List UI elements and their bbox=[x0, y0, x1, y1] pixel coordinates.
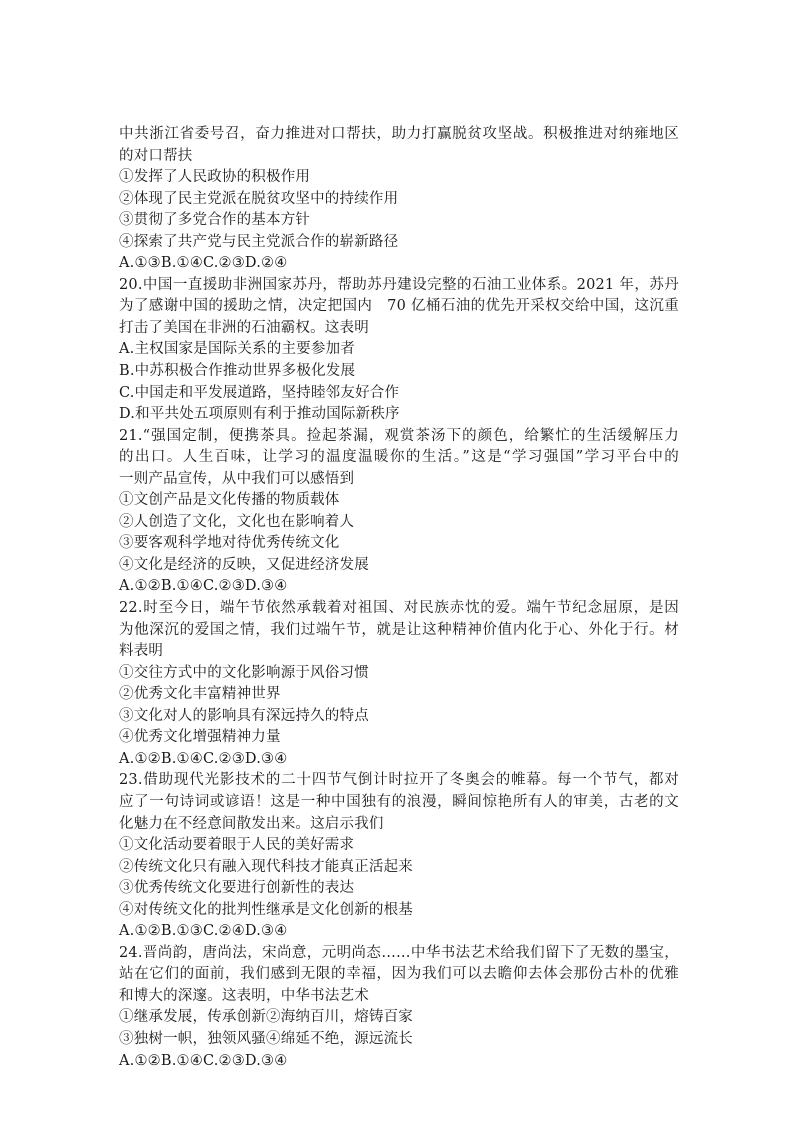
question-19-continued bbox=[119, 124, 679, 275]
option-line: ②传统文化只有融入现代科技才能真正活起来 bbox=[119, 858, 413, 875]
question-stem-line: 的对口帮扶 bbox=[119, 147, 193, 164]
option-line: ①继承发展，传承创新②海纳百川，熔铸百家 bbox=[119, 1009, 413, 1026]
question-stem-line: 的出口。人生百味，让学习的温度温暖你的生活。”这是“学习强国”学习平台中的 bbox=[119, 449, 679, 466]
option-line: ④优秀文化增强精神力量 bbox=[119, 729, 281, 746]
answer-choices: A.①②B.①④C.②③D.③④ bbox=[119, 1052, 288, 1069]
option-line: ①交往方式中的文化影响源于风俗习惯 bbox=[119, 664, 369, 681]
answer-choices: A.①②B.①③C.②④D.③④ bbox=[119, 923, 288, 940]
question-21 bbox=[119, 426, 679, 598]
question-stem-line: 化魅力在不经意间散发出来。这启示我们 bbox=[119, 815, 384, 832]
answer-choices: A.①②B.①④C.②③D.③④ bbox=[119, 750, 288, 767]
question-stem-line: 23.借助现代光影技术的二十四节气倒计时拉开了冬奥会的帷幕。每一个节气，都对 bbox=[119, 772, 679, 789]
question-stem-line: 打击了美国在非洲的石油霸权。这表明 bbox=[119, 319, 369, 336]
option-line: ①发挥了人民政协的积极作用 bbox=[119, 169, 311, 186]
question-stem-line: 24.晋尚韵，唐尚法，宋尚意，元明尚态……中华书法艺术给我们留下了无数的墨宝， bbox=[119, 944, 679, 961]
question-24 bbox=[119, 943, 679, 1072]
question-stem-line: 为了感谢中国的援助之情，决定把国内 70 亿桶石油的优先开采权交给中国，这沉重 bbox=[119, 298, 679, 315]
option-line: ③贯彻了多党合作的基本方针 bbox=[119, 212, 311, 229]
question-stem-line: 20.中国一直援助非洲国家苏丹，帮助苏丹建设完整的石油工业体系。2021 年，苏丹 bbox=[119, 276, 679, 293]
answer-choices: A.①②B.①④C.②③D.③④ bbox=[119, 578, 288, 595]
question-stem-line: 22.时至今日，端午节依然承载着对祖国、对民族赤忱的爱。端午节纪念屈原，是因 bbox=[119, 600, 679, 617]
option-line: ②体现了民主党派在脱贫攻坚中的持续作用 bbox=[119, 190, 399, 207]
option-line: ②优秀文化丰富精神世界 bbox=[119, 686, 281, 703]
option-line: B.中苏积极合作推动世界多极化发展 bbox=[119, 363, 356, 380]
option-line: ①文化活动要着眼于人民的美好需求 bbox=[119, 837, 355, 854]
option-line: ④文化是经济的反映，又促进经济发展 bbox=[119, 556, 369, 573]
document-page bbox=[119, 124, 679, 1072]
question-stem-line: 和博大的深邃。这表明，中华书法艺术 bbox=[119, 987, 369, 1004]
option-line: ④对传统文化的批判性继承是文化创新的根基 bbox=[119, 901, 413, 918]
option-line: ③要客观科学地对待优秀传统文化 bbox=[119, 535, 340, 552]
option-line: C.中国走和平发展道路，坚持睦邻友好合作 bbox=[119, 384, 400, 401]
option-line: ③独树一帜，独领风骚④绵延不绝，源远流长 bbox=[119, 1030, 413, 1047]
option-line: D.和平共处五项原则有利于推动国际新秩序 bbox=[119, 406, 400, 423]
answer-choices: A.①③B.①④C.②③D.②④ bbox=[119, 255, 288, 272]
option-line: ①文创产品是文化传播的物质载体 bbox=[119, 492, 340, 509]
question-stem-line: 料表明 bbox=[119, 643, 164, 660]
question-stem-line: 站在它们的面前，我们感到无限的幸福，因为我们可以去瞻仰去体会那份古朴的优雅 bbox=[119, 966, 679, 983]
question-22 bbox=[119, 598, 679, 770]
question-stem-line: 为他深沉的爱国之情，我们过端午节，就是让这种精神价值内化于心、外化于行。材 bbox=[119, 621, 679, 638]
option-line: ③优秀传统文化要进行创新性的表达 bbox=[119, 880, 355, 897]
question-20 bbox=[119, 275, 679, 426]
option-line: ②人创造了文化，文化也在影响着人 bbox=[119, 513, 355, 530]
option-line: ④探索了共产党与民主党派合作的崭新路径 bbox=[119, 233, 399, 250]
question-stem-line: 21.“强国定制，便携茶具。捡起茶漏，观赏茶汤下的颜色，给繁忙的生活缓解压力 bbox=[119, 427, 679, 444]
option-line: A.主权国家是国际关系的主要参加者 bbox=[119, 341, 355, 358]
question-stem-line: 应了一句诗词或谚语！这是一种中国独有的浪漫，瞬间惊艳所有人的审美，古老的文 bbox=[119, 793, 679, 810]
option-line: ③文化对人的影响具有深远持久的特点 bbox=[119, 707, 369, 724]
question-stem-line: 中共浙江省委号召，奋力推进对口帮扶，助力打赢脱贫攻坚战。积极推进对纳雍地区 bbox=[119, 126, 679, 142]
question-23 bbox=[119, 770, 679, 942]
question-stem-line: 一则产品宣传，从中我们可以感悟到 bbox=[119, 470, 355, 487]
